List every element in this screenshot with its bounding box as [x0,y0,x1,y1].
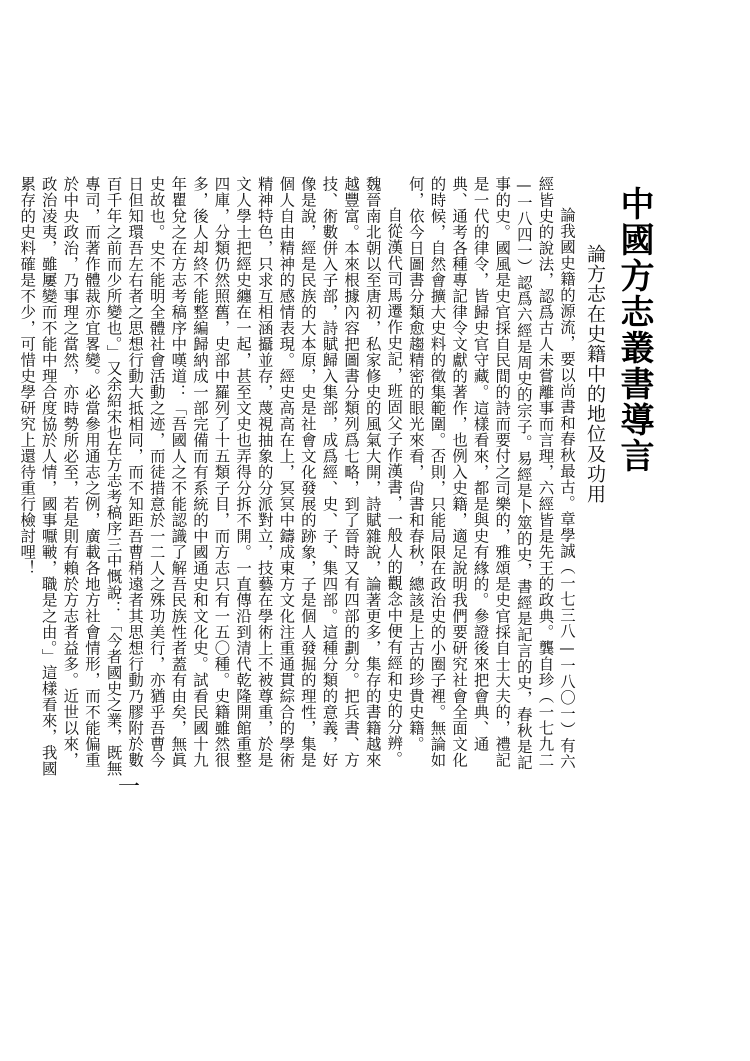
body-text [18,176,577,782]
paragraph-2: 自從漢代司馬遷作史記，班固父子作漢書，一般人的觀念中便有經和史的分辨。魏晉南北朝以至唐初，私家修史的風氣大開，詩賦雜說，論著更多，集存的書籍越來越豐富。本來根據內容把圖書分類列爲七略，到了晉時又有四部的劃分。把兵書、方技、術數併入子部，詩賦歸入集部，成爲經、史、子、集四部。這種分類的意義，好像是說，經是民族的大本原，史是社會文化發展的跡象，子是個人發掘的理性，集是個人自由精神的感情表現。經史高高在上，冥冥中鑄成東方文化注重通貫綜合的學術精神特色，只求互相涵攝並存，蔑視抽象的分派對立，技藝在學術上不被尊重，於是文人學士把經史纏在一起，甚至文史也弄得分拆不開。一直傳沿到清代乾隆開館重整四庫，分類仍然照舊，史部中羅列了十五類子目，而方志只有一五〇種。史籍雖然很多，後人却終不能整編歸納成一部完備而有系統的中國通史和文化史。試看民國十九年瞿兌之在方志考稿序中嘆道：「吾國人之不能認識了解吾民族性者蓋有由矣，無眞史故也。史不能明全體社會活動之迹，而徒措意於一二人之殊功美行，亦猶乎吾曹今日但知環吾左右者之思想行動大抵相同，而不知距吾曹稍遠者其思想行動乃膠附於數百千年之前而少所變也。」又余紹宋也在方志考稿序三中慨說：「今者國史之業，既無專司，而著作體裁亦宜畧變。必當參用通志之例，廣載各地方社會情形，而不能偏重於中央政治，乃事理之當然，亦時勢所必至，若是則有賴於方志者益多。近世以來，政治凌夷，雖屢變而不能中理合度協於人情，國事嚈皸，職是之由。」這樣看來，我國累存的史料確是不少，可惜史學研究上還待重行檢討哩！ [18,176,404,777]
page-subtitle: 論方志在史籍中的地位及功用 [584,244,606,504]
page-title: 中國方志叢書導言 [614,186,654,474]
paragraph-1: 論我國史籍的源流，要以尚書和春秋最古。章學誠（一七三八—一八〇一）有六經皆史的說法，認爲古人未嘗離事而言理，六經皆是先王的政典。龔自珍（一七九二—一八四一）認爲六經是周史的宗子。易經是卜筮的史，書經是記言的史，春秋是記事的史。國風是史官採自民間的詩而要付之司樂的，雅頌是史官採自士大夫的，禮記是一代的律令，皆歸史官守藏。這樣看來，都是與史有緣的。參證後來把會典、通典、通考各種專記律令文獻的著作，也例入史籍，適足說明我們要研究社會全面文化的時候，自然會擴大史料的徵集範圍。否則，只能局限在政治史的小圈子裡。無論如何，依今日圖書分類愈趨精密的眼光來看，尙書和春秋，總該是上古的珍貴史籍。 [406,176,576,771]
page-number: 一 [118,775,141,800]
